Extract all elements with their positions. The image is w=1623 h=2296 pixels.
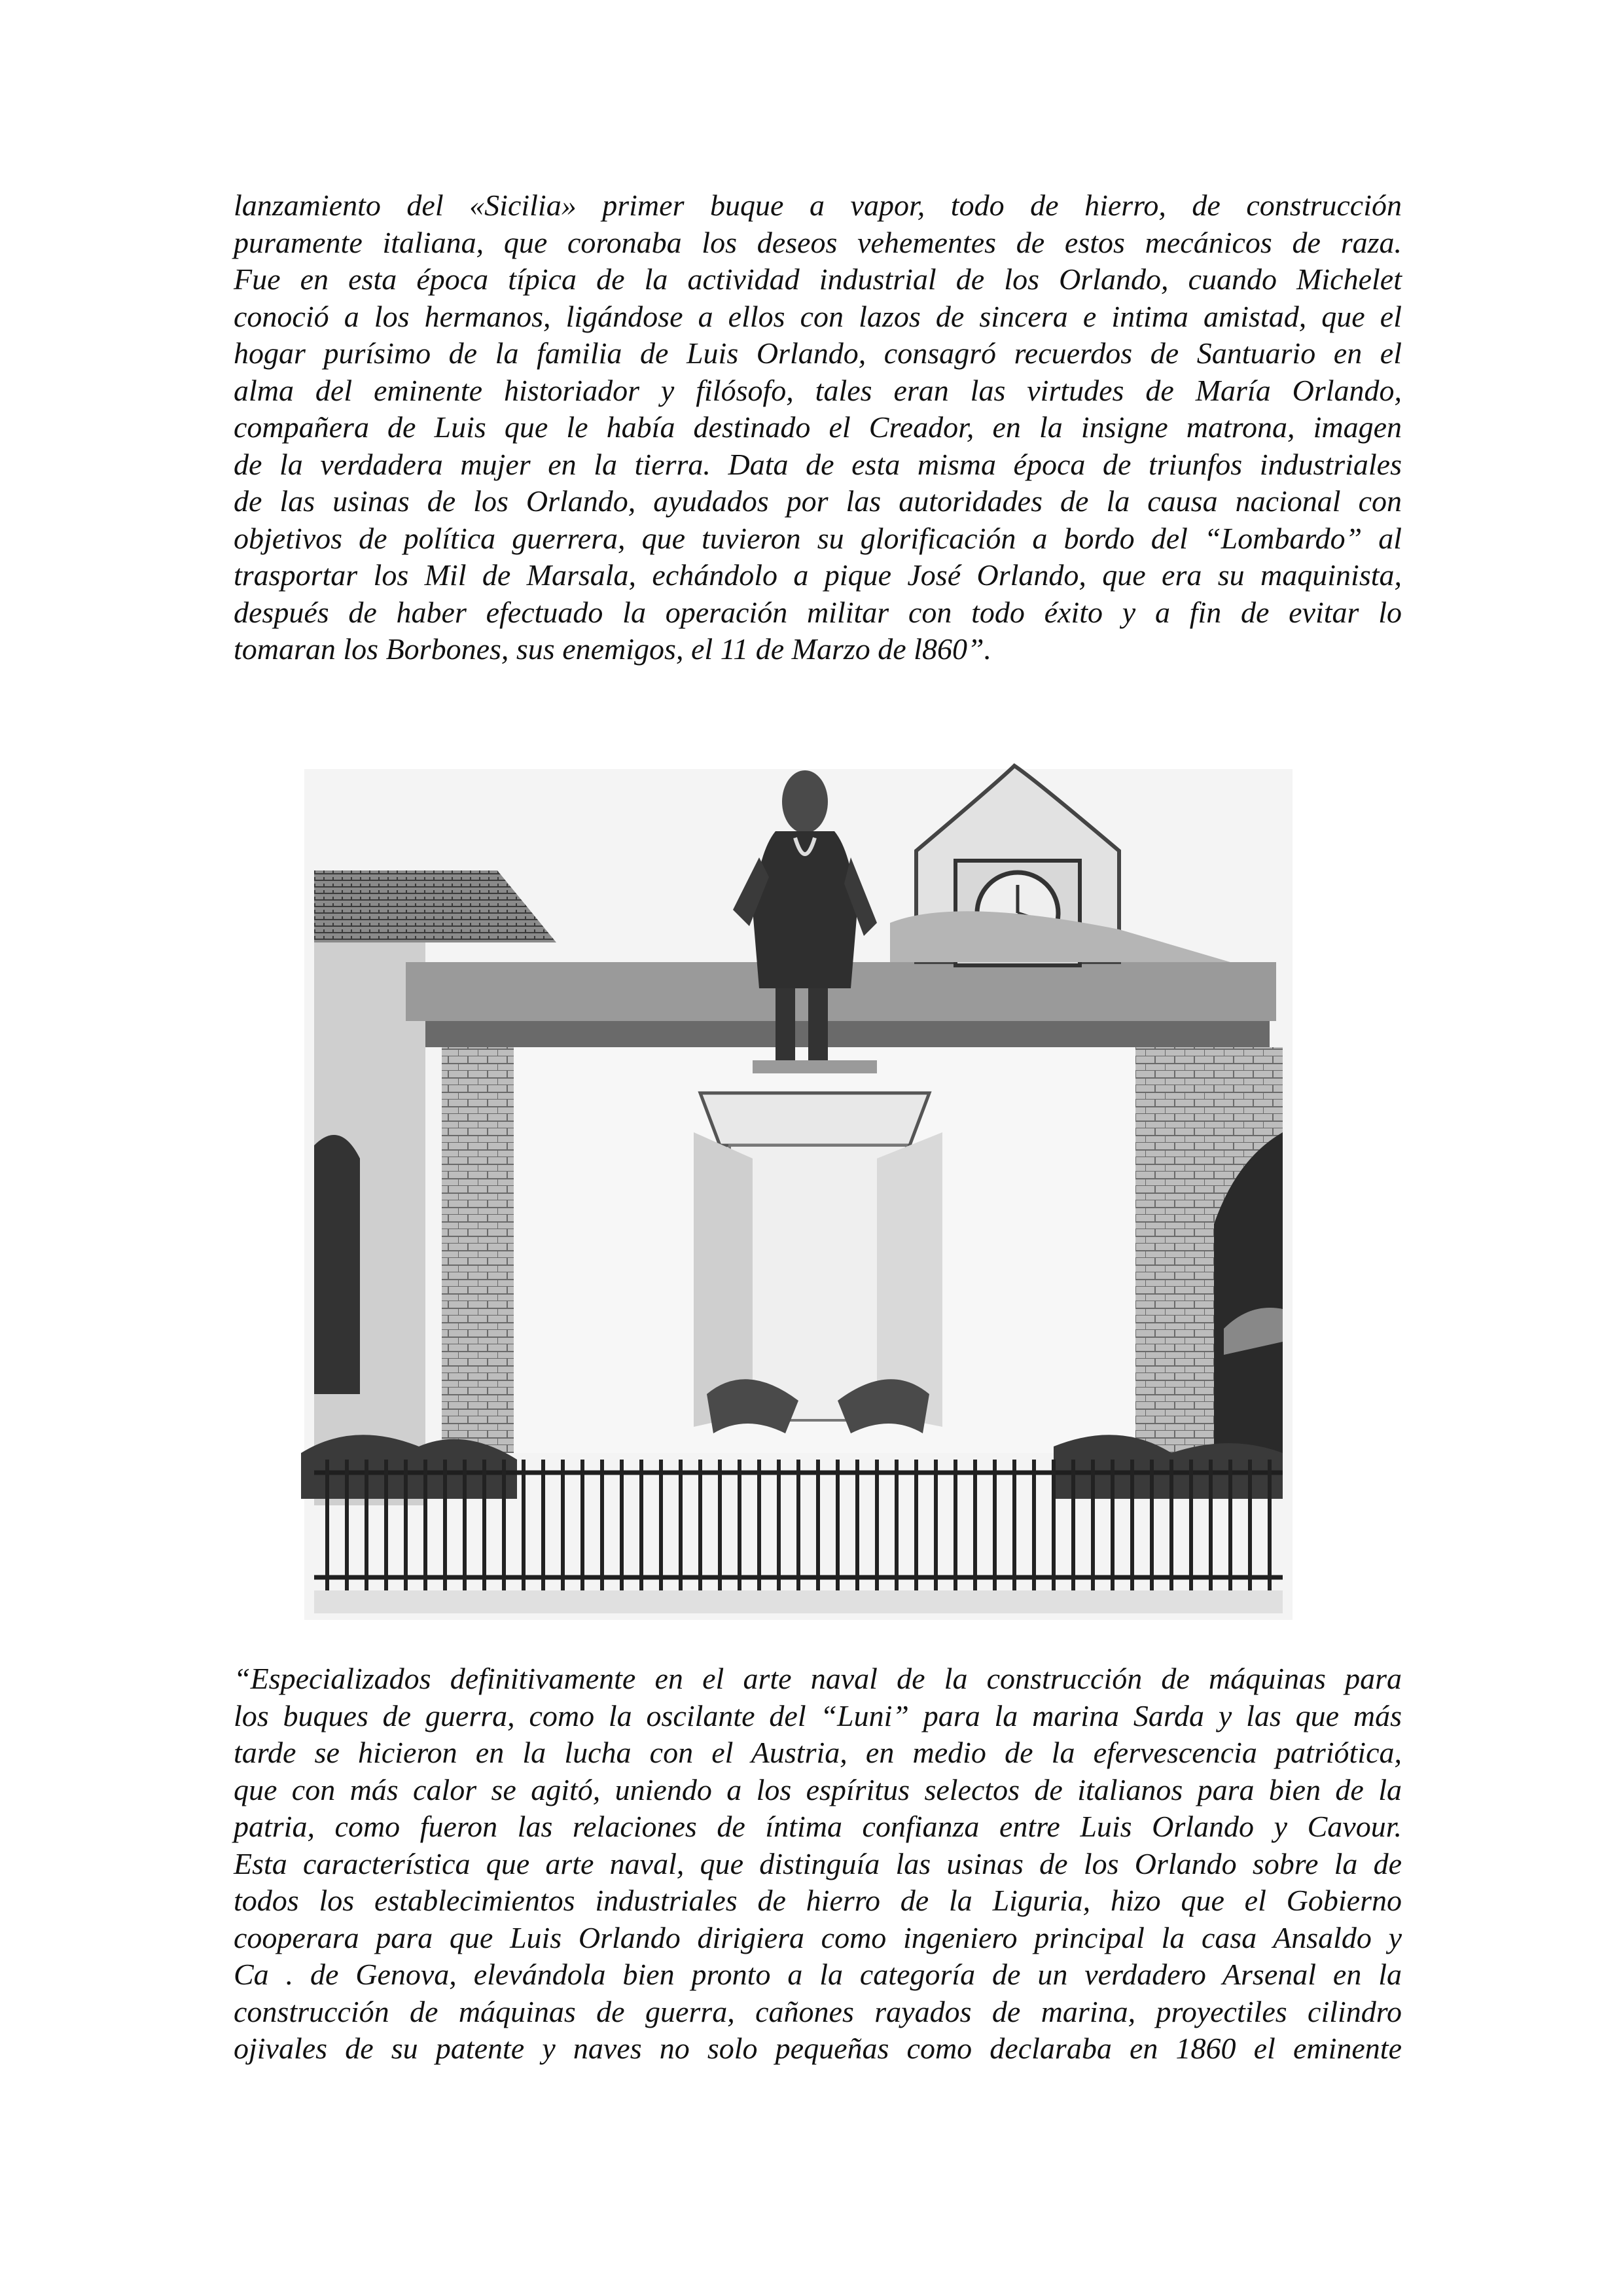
text-line: de las usinas de los Orlando, ayudados por las autoridades de la causa nacional con bbox=[234, 484, 1402, 518]
text-line: Esta característica que arte naval, que distinguía las usinas de los Orlando sobre la de bbox=[234, 1846, 1402, 1880]
text-line: conoció a los hermanos, ligándose a ellos con lazos de sincera e intima amistad, que el bbox=[234, 299, 1402, 333]
text-line: objetivos de política guerrera, que tuvieron su glorificación a bordo del “Lombardo” al bbox=[234, 521, 1402, 555]
text-line: alma del eminente historiador y filósofo, tales eran las virtudes de María Orlando, bbox=[234, 373, 1402, 407]
monument-photo-icon bbox=[301, 740, 1296, 1643]
paragraph-1 bbox=[234, 187, 1402, 668]
text-line: Fue en esta época típica de la actividad industrial de los Orlando, cuando Michelet bbox=[234, 262, 1402, 296]
text-line: hogar purísimo de la familia de Luis Orlando, consagró recuerdos de Santuario en el bbox=[234, 336, 1402, 370]
text-line: compañera de Luis que le había destinado el Creador, en la insigne matrona, imagen bbox=[234, 410, 1402, 444]
text-line: ojivales de su patente y naves no solo pequeñas como declaraba en 1860 el eminente bbox=[234, 2032, 1402, 2065]
text-line: construcción de máquinas de guerra, cañones rayados de marina, proyectiles cilindro bbox=[234, 1994, 1402, 2028]
text-line: tomaran los Borbones, sus enemigos, el 11 de Marzo de l860”. bbox=[234, 632, 992, 666]
text-line: todos los establecimientos industriales de hierro de la Liguria, hizo que el Gobierno bbox=[234, 1884, 1402, 1917]
text-line: tarde se hicieron en la lucha con el Austria, en medio de la efervescencia patriótica, bbox=[234, 1736, 1402, 1769]
paragraph-2 bbox=[234, 1660, 1402, 2068]
text-line: de la verdadera mujer en la tierra. Data de esta misma época de triunfos industriales bbox=[234, 447, 1402, 481]
text-line: puramente italiana, que coronaba los deseos vehementes de estos mecánicos de raza. bbox=[234, 225, 1402, 259]
text-line: que con más calor se agitó, uniendo a los espíritus selectos de italianos para bien de la bbox=[234, 1772, 1402, 1806]
text-line: patria, como fueron las relaciones de íntima confianza entre Luis Orlando y Cavour. bbox=[234, 1810, 1402, 1843]
text-line: después de haber efectuado la operación militar con todo éxito y a fin de evitar lo bbox=[234, 595, 1402, 629]
text-line: los buques de guerra, como la oscilante del “Luni” para la marina Sarda y las que más bbox=[234, 1698, 1402, 1732]
text-line: trasportar los Mil de Marsala, echándolo a pique José Orlando, que era su maquinista, bbox=[234, 558, 1402, 592]
text-line: “Especializados definitivamente en el arte naval de la construcción de máquinas para bbox=[234, 1662, 1402, 1695]
text-line: cooperara para que Luis Orlando dirigiera como ingeniero principal la casa Ansaldo y bbox=[234, 1920, 1402, 1954]
monument-illustration bbox=[301, 740, 1296, 1643]
text-line: Ca . de Genova, elevándola bien pronto a la categoría de un verdadero Arsenal en la bbox=[234, 1958, 1402, 1991]
text-line: lanzamiento del «Sicilia» primer buque a vapor, todo de hierro, de construcción bbox=[234, 188, 1402, 222]
